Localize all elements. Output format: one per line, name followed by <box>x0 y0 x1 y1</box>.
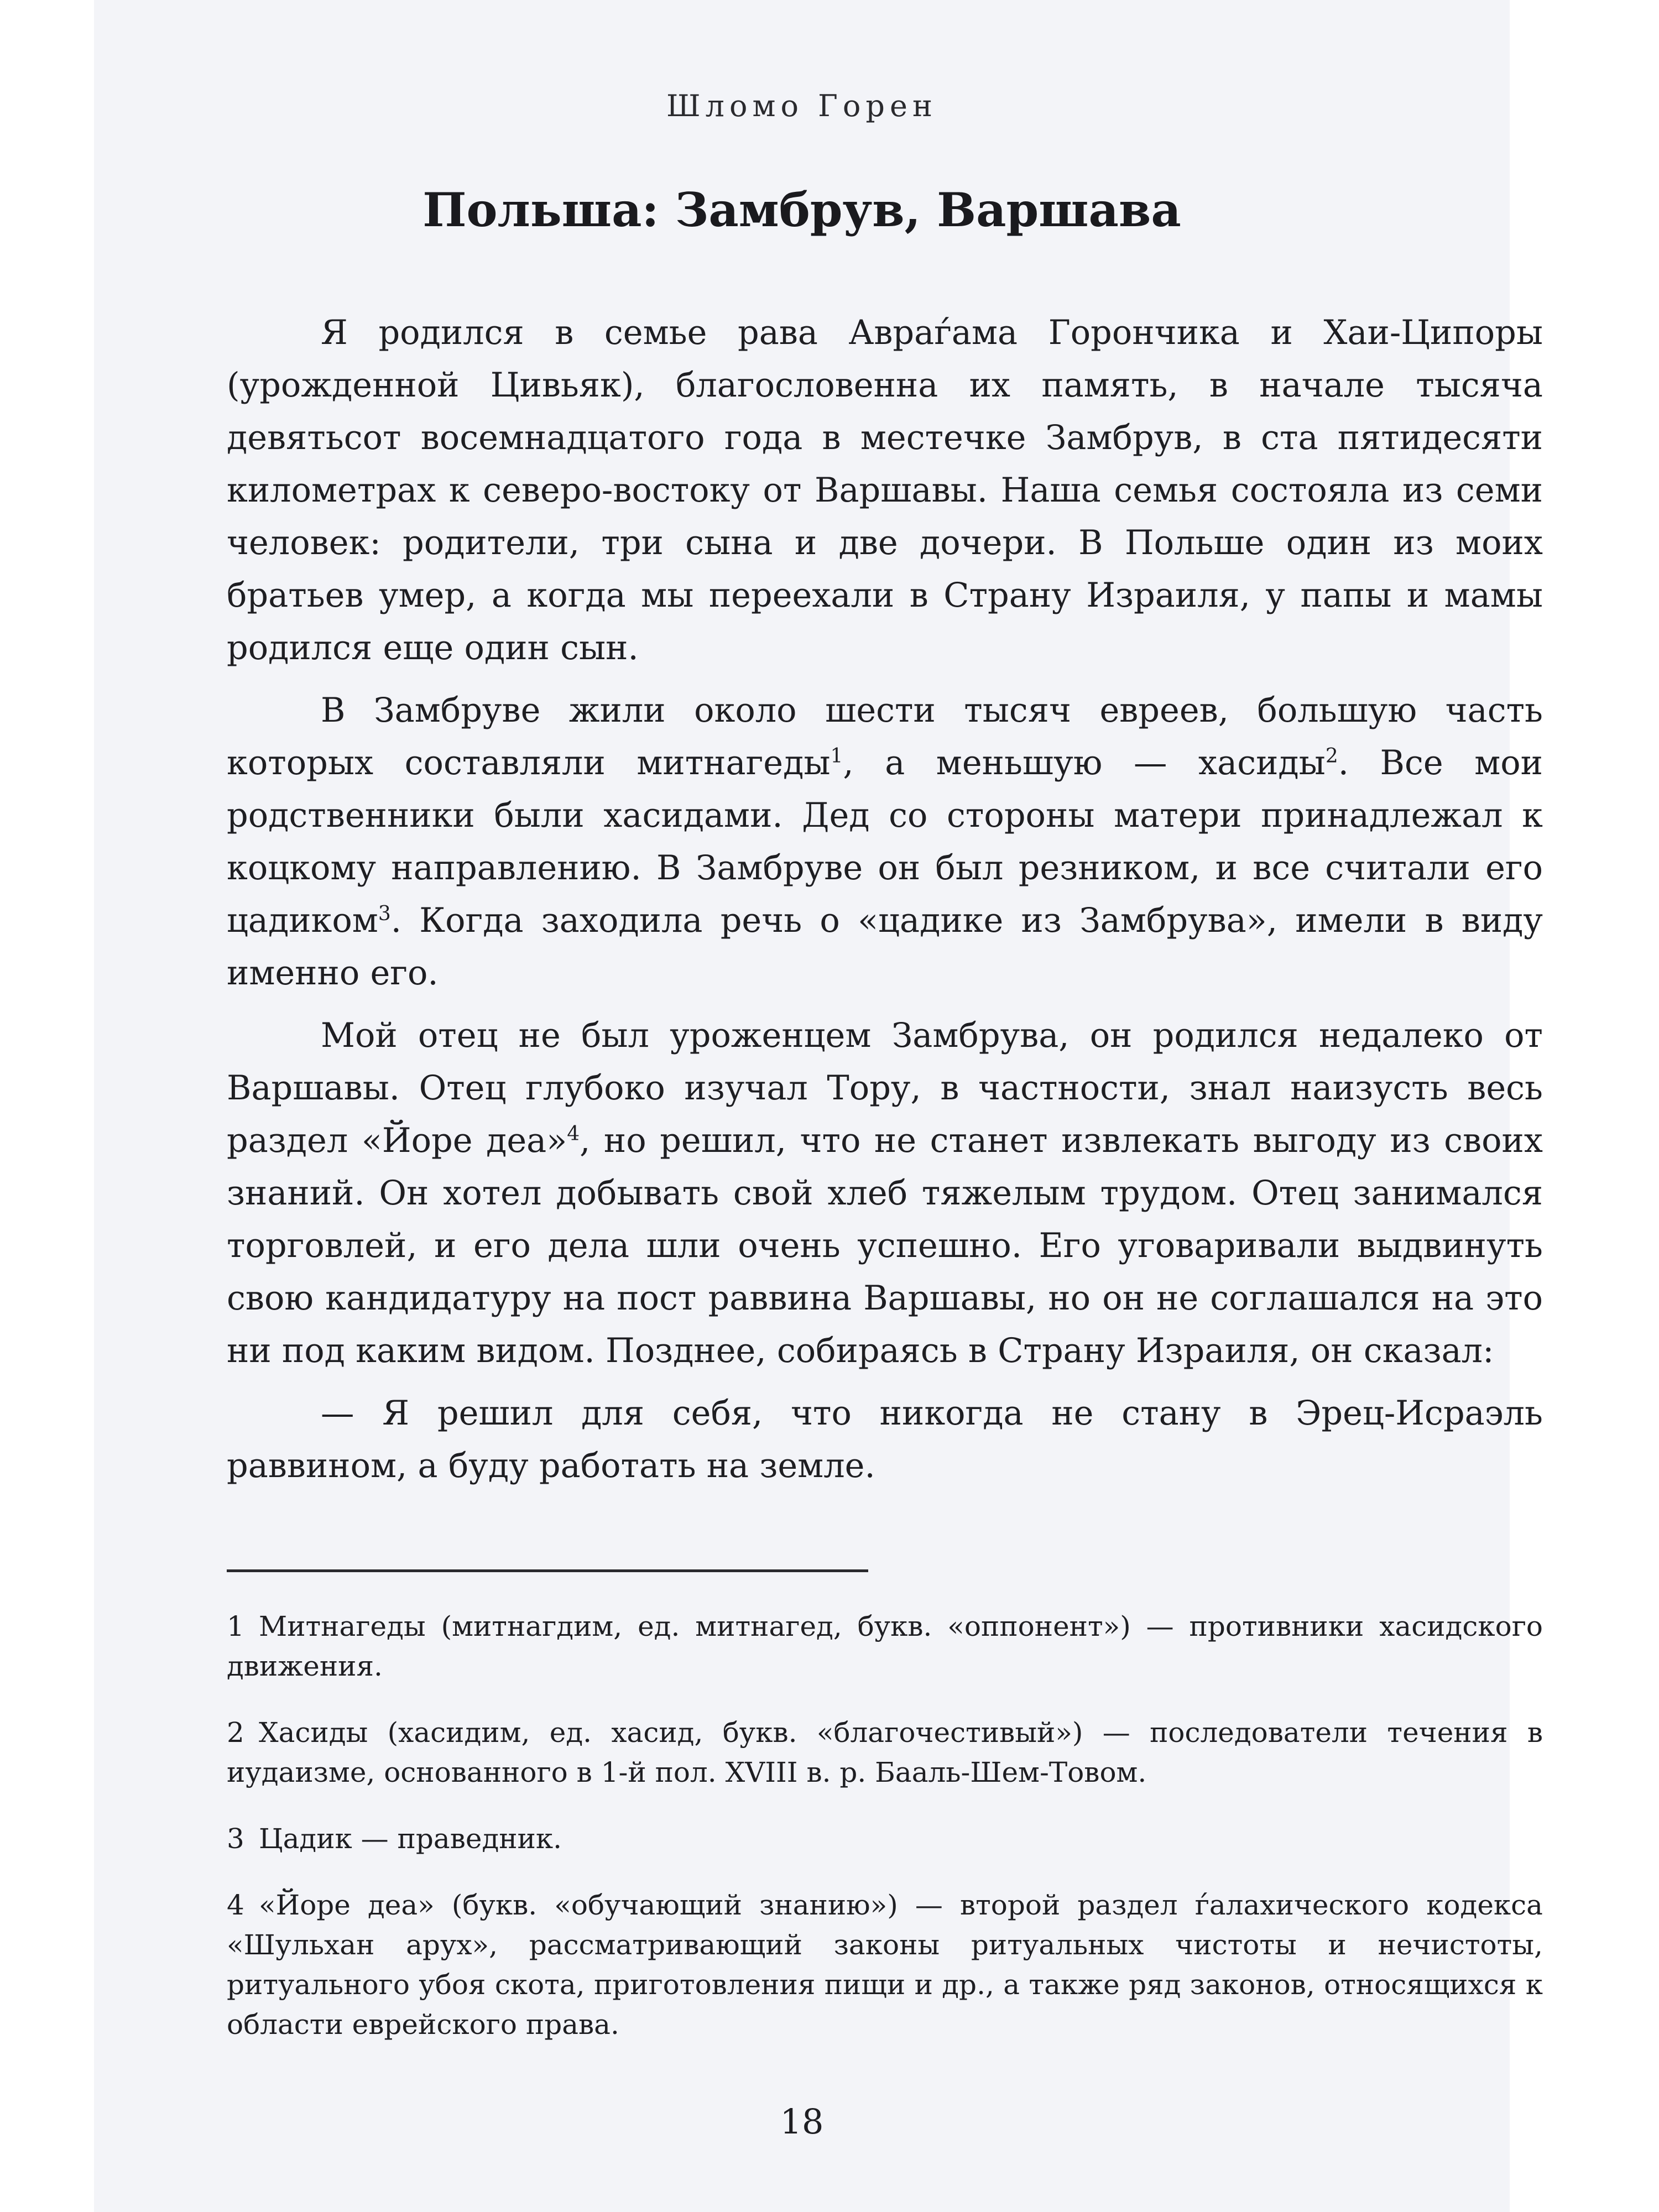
paragraph-3-part-a: Мой отец не был уроженцем Замбрува, он родился недалеко от Варшавы. Отец глубоко изучал Тору, в частности, знал наизусть весь раздел «Йоре деа» <box>227 1016 1543 1160</box>
page-number: 18 <box>780 2101 824 2142</box>
footnote-text: Хасиды (хасидим, ед. хасид, букв. «благочестивый») — последователи течения в иудаизме, основанного в 1-й пол. XVIII в. р. Бааль-Шем-Товом. <box>227 1717 1543 1788</box>
footnote-1 <box>227 1606 1543 1686</box>
paragraph-2-part-b: , а меньшую — хасиды <box>843 744 1326 782</box>
footnote-ref-2: 2 <box>1325 744 1338 768</box>
footnotes <box>227 1606 1543 2071</box>
paragraph-2-part-c: . Все мои родственники были хасидами. Дед со стороны матери принадлежал к коцкому направлению. В Замбруве он был резником, и все считали его цадиком <box>227 744 1543 940</box>
footnote-number: 4 <box>227 1889 244 1921</box>
paragraph-3-part-b: , но решил, что не станет извлекать выгоду из своих знаний. Он хотел добывать свой хлеб тяжелым трудом. Отец занимался торговлей, и его дела шли очень успешно. Его уговаривали выдвинуть свою кандидатуру на пост раввина Варшавы, но он не соглашался на это ни под каким видом. Позднее, собираясь в Страну Израиля, он сказал: <box>227 1121 1543 1370</box>
footnote-text: Митнагеды (митнагдим, ед. митнагед, букв. «оппонент») — противники хасидского движения. <box>227 1610 1543 1682</box>
paragraph-2-part-d: . Когда заходила речь о «цадике из Замбрува», имели в виду именно его. <box>227 901 1543 993</box>
footnote-divider <box>227 1569 868 1572</box>
footnote-number: 1 <box>227 1610 244 1642</box>
footnote-ref-4: 4 <box>567 1122 580 1145</box>
footnote-text: «Йоре деа» (букв. «обучающий знанию») — второй раздел ѓалахического кодекса «Шульхан арух», рассматривающий законы ритуальных чистоты и нечистоты, ритуального убоя скота, приготовления пищи и др., а также ряд законов, относящихся к области еврейского права. <box>227 1889 1543 2041</box>
paragraph-4: — Я решил для себя, что никогда не стану в Эрец-Исраэль раввином, а буду работать на земле. <box>227 1394 1543 1485</box>
footnote-ref-1: 1 <box>830 744 843 768</box>
running-header: Шломо Горен <box>666 88 937 123</box>
paragraph-1: Я родился в семье рава Авраѓама Горончика и Хаи-Ципоры (урожденной Цивьяк), благословенна их память, в начале тысяча девятьсот восемнадцатого года в местечке Замбрув, в ста пятидесяти километрах к северо-востоку от Варшавы. Наша семья состояла из семи человек: родители, три сына и две дочери. В Польше один из моих братьев умер, а когда мы переехали в Страну Израиля, у папы и мамы родился еще один сын. <box>227 314 1543 667</box>
footnote-3 <box>227 1819 1543 1859</box>
paragraph-3 <box>227 1010 1543 1378</box>
paragraph-2-part-a: В Замбруве жили около шести тысяч евреев, большую часть которых составляли митнагеды <box>227 691 1543 782</box>
main-text <box>227 307 1543 1503</box>
footnote-2 <box>227 1713 1543 1792</box>
paragraph-2 <box>227 685 1543 1000</box>
book-page <box>94 0 1543 2212</box>
footnote-4 <box>227 1885 1543 2044</box>
chapter-title: Польша: Замбрув, Варшава <box>422 182 1181 237</box>
footnote-number: 2 <box>227 1717 244 1749</box>
footnote-text: Цадик — праведник. <box>259 1823 562 1855</box>
footnote-ref-3: 3 <box>378 902 391 925</box>
footnote-number: 3 <box>227 1823 244 1855</box>
